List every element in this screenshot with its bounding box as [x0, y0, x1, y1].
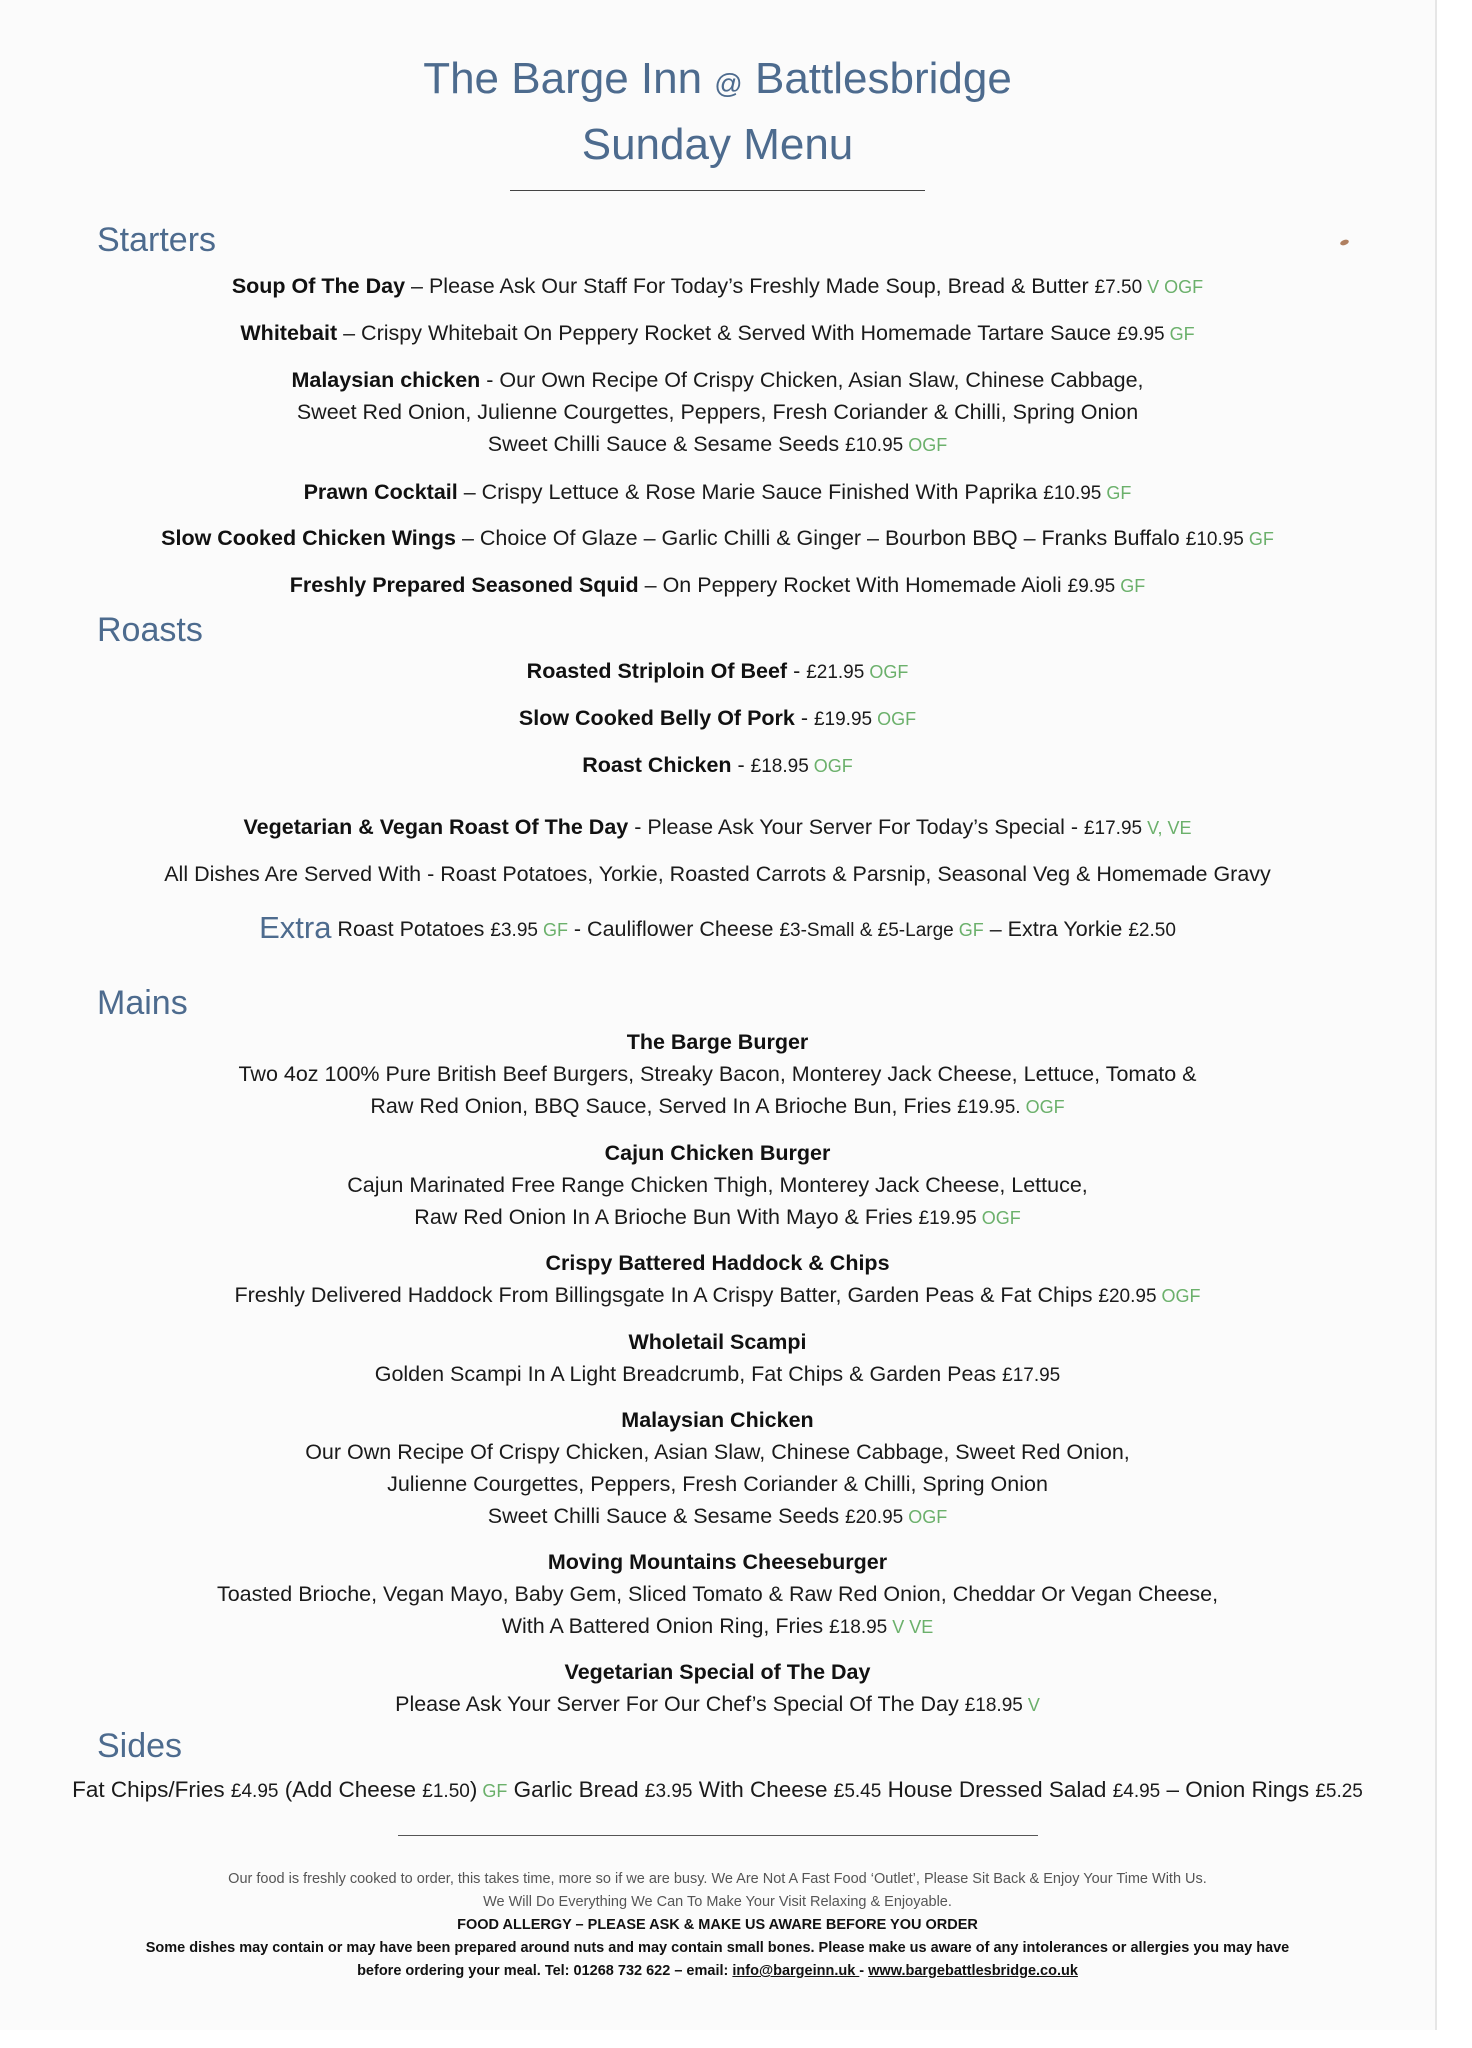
- item-name: Soup Of The Day: [231, 274, 406, 298]
- item-price: £5.45: [833, 1781, 882, 1802]
- email-link[interactable]: info@bargeinn.uk: [732, 1963, 860, 1979]
- item-desc-line: Cajun Marinated Free Range Chicken Thigh, Monterey Jack Cheese, Lettuce,: [347, 1173, 1088, 1197]
- item-desc: – Choice Of Glaze – Garlic Chilli & Ginger – Bourbon BBQ – Franks Buffalo: [456, 526, 1186, 550]
- title-venue: The Barge Inn: [423, 54, 703, 103]
- footer-divider: [398, 1835, 1038, 1836]
- item-desc: - Our Own Recipe Of Crispy Chicken, Asian Slaw, Chinese Cabbage,: [480, 368, 1144, 392]
- item-desc-line: Julienne Courgettes, Peppers, Fresh Coriander & Chilli, Spring Onion: [387, 1472, 1048, 1496]
- item-price: £18.95: [750, 756, 809, 777]
- item-name: Slow Cooked Chicken Wings: [161, 526, 456, 550]
- title-location: Battlesbridge: [754, 54, 1012, 103]
- diet-tag: V: [1022, 1695, 1040, 1715]
- item-desc-line: [0, 1201, 1435, 1235]
- menu-item: [0, 749, 1435, 783]
- menu-item: [0, 317, 1435, 351]
- diet-tag: OGF: [976, 1208, 1021, 1228]
- diet-tag: OGF: [808, 756, 853, 776]
- diet-tag: OGF: [1156, 1286, 1201, 1306]
- section-sides: Sides: [97, 1727, 183, 1765]
- title-at: @: [714, 68, 743, 99]
- section-mains: Mains: [97, 984, 188, 1022]
- diet-tag: OGF: [864, 662, 909, 682]
- item-name: Freshly Prepared Seasoned Squid: [289, 573, 639, 597]
- item-desc-line: Our Own Recipe Of Crispy Chicken, Asian Slaw, Chinese Cabbage, Sweet Red Onion,: [305, 1440, 1130, 1464]
- page-title: [0, 50, 1435, 113]
- item-desc: – Crispy Lettuce & Rose Marie Sauce Finished With Paprika: [457, 480, 1044, 504]
- item-desc-line: Sweet Red Onion, Julienne Courgettes, Peppers, Fresh Coriander & Chilli, Spring Onion: [296, 400, 1139, 424]
- item-desc: – Crispy Whitebait On Peppery Rocket & Served With Homemade Tartare Sauce: [337, 321, 1118, 345]
- item-price: £1.50: [422, 1781, 470, 1802]
- item-desc: Sweet Chilli Sauce & Sesame Seeds: [487, 432, 846, 456]
- item-price: £10.95: [845, 435, 904, 456]
- item-name: Whitebait: [240, 321, 338, 345]
- contact-line: [0, 1960, 1435, 1982]
- item-name: Roasted Striploin Of Beef: [526, 659, 788, 683]
- main-title: Cajun Chicken Burger: [604, 1141, 831, 1165]
- item-price: £4.95: [230, 1781, 279, 1802]
- menu-item: [0, 655, 1435, 689]
- item-desc-line: [0, 1090, 1435, 1124]
- extra-label: Extra: [259, 910, 332, 945]
- item-price: £3.95: [490, 920, 538, 941]
- diet-tag: GF: [953, 920, 984, 940]
- menu-item: [0, 270, 1435, 304]
- item-desc: With A Battered Onion Ring, Fries: [501, 1614, 830, 1638]
- side-item: – Onion Rings: [1160, 1777, 1316, 1802]
- menu-item: [0, 811, 1435, 845]
- menu-item: [0, 569, 1435, 603]
- side-item: Garlic Bread: [507, 1777, 645, 1802]
- diet-tag: GF: [537, 920, 568, 940]
- side-item: With Cheese: [692, 1777, 834, 1802]
- item-name: [0, 1546, 1435, 1578]
- item-price: £20.95: [1098, 1286, 1157, 1307]
- item-name: Vegetarian & Vegan Roast Of The Day: [243, 815, 629, 839]
- title-divider: [510, 190, 925, 191]
- item-price: £5.25: [1315, 1781, 1363, 1802]
- item-name: [0, 1326, 1435, 1358]
- main-title: Crispy Battered Haddock & Chips: [545, 1251, 890, 1275]
- contact-phone: before ordering your meal. Tel: 01268 732 622 – email:: [357, 1963, 733, 1979]
- footer-note: We Will Do Everything We Can To Make Your Visit Relaxing & Enjoyable.: [483, 1894, 952, 1910]
- main-title: Malaysian Chicken: [621, 1408, 814, 1432]
- item-desc: Raw Red Onion In A Brioche Bun With Mayo & Fries: [414, 1205, 919, 1229]
- item-desc-line: Toasted Brioche, Vegan Mayo, Baby Gem, Sliced Tomato & Raw Red Onion, Cheddar Or Vegan Cheese,: [216, 1582, 1219, 1606]
- item-name: [0, 1656, 1435, 1688]
- item-name: Prawn Cocktail: [303, 480, 458, 504]
- side-item: ): [469, 1777, 478, 1802]
- footer-note: Our food is freshly cooked to order, this takes time, more so if we are busy. We Are Not A Fast Food ‘Outlet’, Please Sit Back & Enjoy Your Time With Us.: [228, 1871, 1207, 1887]
- diet-tag: GF: [1115, 576, 1146, 596]
- item-desc: Sweet Chilli Sauce & Sesame Seeds: [487, 1504, 846, 1528]
- diet-tag: OGF: [903, 435, 948, 455]
- roast-accompaniments: All Dishes Are Served With - Roast Potatoes, Yorkie, Roasted Carrots & Parsnip, Seasonal Veg & Homemade Gravy: [164, 862, 1271, 886]
- allergy-note: Some dishes may contain or may have been prepared around nuts and may contain small bones. Please make us aware of any intolerances or allergies you may have: [145, 1940, 1290, 1956]
- item-price: £17.95: [1002, 1365, 1061, 1386]
- item-price: £19.95.: [957, 1097, 1021, 1118]
- item-price: £3.95: [644, 1781, 693, 1802]
- menu-item: [0, 702, 1435, 736]
- item-name: Malaysian chicken: [291, 368, 481, 392]
- item-desc: -: [794, 706, 814, 730]
- item-desc-line: [0, 1610, 1435, 1644]
- item-price: £3-Small & £5-Large: [779, 920, 954, 941]
- item-price: £9.95: [1117, 324, 1165, 345]
- item-price: £10.95: [1043, 483, 1102, 504]
- item-name: [0, 1404, 1435, 1436]
- item-desc: Freshly Delivered Haddock From Billingsgate In A Crispy Batter, Garden Peas & Fat Chips: [234, 1283, 1099, 1307]
- item-name: [0, 1247, 1435, 1279]
- side-item: House Dressed Salad: [881, 1777, 1113, 1802]
- section-starters: Starters: [97, 221, 217, 259]
- item-price: £10.95: [1185, 529, 1244, 550]
- extras-line: [0, 912, 1435, 947]
- menu-item: [0, 476, 1435, 510]
- item-desc-line: [0, 1358, 1435, 1392]
- item-desc: – On Peppery Rocket With Homemade Aioli: [638, 573, 1068, 597]
- diet-tag: GF: [1101, 483, 1132, 503]
- item-price: £7.50: [1094, 277, 1143, 298]
- contact-separator: -: [859, 1963, 869, 1979]
- item-price: £18.95: [964, 1695, 1023, 1716]
- extra-item: - Cauliflower Cheese: [567, 917, 780, 941]
- side-item: Fat Chips/Fries: [72, 1777, 231, 1802]
- main-title: Moving Mountains Cheeseburger: [547, 1550, 888, 1574]
- item-name: [0, 1137, 1435, 1169]
- item-price: £21.95: [806, 662, 865, 683]
- item-desc-line: [0, 1688, 1435, 1722]
- diet-tag: OGF: [1020, 1097, 1065, 1117]
- item-price: £19.95: [918, 1208, 977, 1229]
- menu-item: [0, 364, 1435, 396]
- item-desc: Golden Scampi In A Light Breadcrumb, Fat Chips & Garden Peas: [374, 1362, 1003, 1386]
- diet-tag: GF: [1164, 324, 1195, 344]
- main-title: Wholetail Scampi: [628, 1330, 807, 1354]
- menu-subtitle: Sunday Menu: [581, 120, 854, 169]
- item-desc: Raw Red Onion, BBQ Sauce, Served In A Brioche Bun, Fries: [370, 1094, 958, 1118]
- item-desc-line: [0, 428, 1435, 462]
- sides-line: [0, 1774, 1435, 1808]
- item-name: Roast Chicken: [582, 753, 732, 777]
- item-price: £2.50: [1128, 920, 1176, 941]
- website-link[interactable]: www.bargebattlesbridge.co.uk: [868, 1963, 1078, 1979]
- item-desc-line: [0, 1500, 1435, 1534]
- item-price: £20.95: [845, 1507, 904, 1528]
- diet-tag: V, VE: [1142, 818, 1192, 838]
- section-roasts: Roasts: [97, 611, 203, 649]
- item-price: £4.95: [1112, 1781, 1161, 1802]
- extra-item: Roast Potatoes: [331, 917, 491, 941]
- side-item: (Add Cheese: [278, 1777, 423, 1802]
- item-desc: -: [787, 659, 807, 683]
- item-desc-line: [0, 1279, 1435, 1313]
- diet-tag: GF: [477, 1781, 508, 1801]
- item-name: [0, 1026, 1435, 1058]
- diet-tag: GF: [1243, 529, 1274, 549]
- main-title: The Barge Burger: [626, 1030, 809, 1054]
- diet-tag: V VE: [887, 1617, 934, 1637]
- item-price: £18.95: [829, 1617, 888, 1638]
- item-name: Slow Cooked Belly Of Pork: [518, 706, 795, 730]
- diet-tag: OGF: [903, 1507, 948, 1527]
- diet-tag: V OGF: [1142, 277, 1204, 297]
- page-smudge: [1339, 239, 1349, 247]
- item-desc: - Please Ask Your Server For Today’s Special -: [628, 815, 1084, 839]
- item-desc: Please Ask Your Server For Our Chef’s Special Of The Day: [395, 1692, 965, 1716]
- item-desc: – Please Ask Our Staff For Today’s Freshly Made Soup, Bread & Butter: [405, 274, 1095, 298]
- item-desc-line: Two 4oz 100% Pure British Beef Burgers, Streaky Bacon, Monterey Jack Cheese, Lettuce, Tomato &: [238, 1062, 1197, 1086]
- item-price: £17.95: [1083, 818, 1143, 839]
- item-desc: -: [731, 753, 751, 777]
- main-title: Vegetarian Special of The Day: [564, 1660, 871, 1684]
- diet-tag: OGF: [872, 709, 917, 729]
- item-price: £9.95: [1067, 576, 1116, 597]
- extra-item: – Extra Yorkie: [983, 917, 1129, 941]
- menu-item: [0, 522, 1435, 556]
- allergy-warning: FOOD ALLERGY – PLEASE ASK & MAKE US AWARE BEFORE YOU ORDER: [457, 1917, 978, 1933]
- item-price: £19.95: [813, 709, 873, 730]
